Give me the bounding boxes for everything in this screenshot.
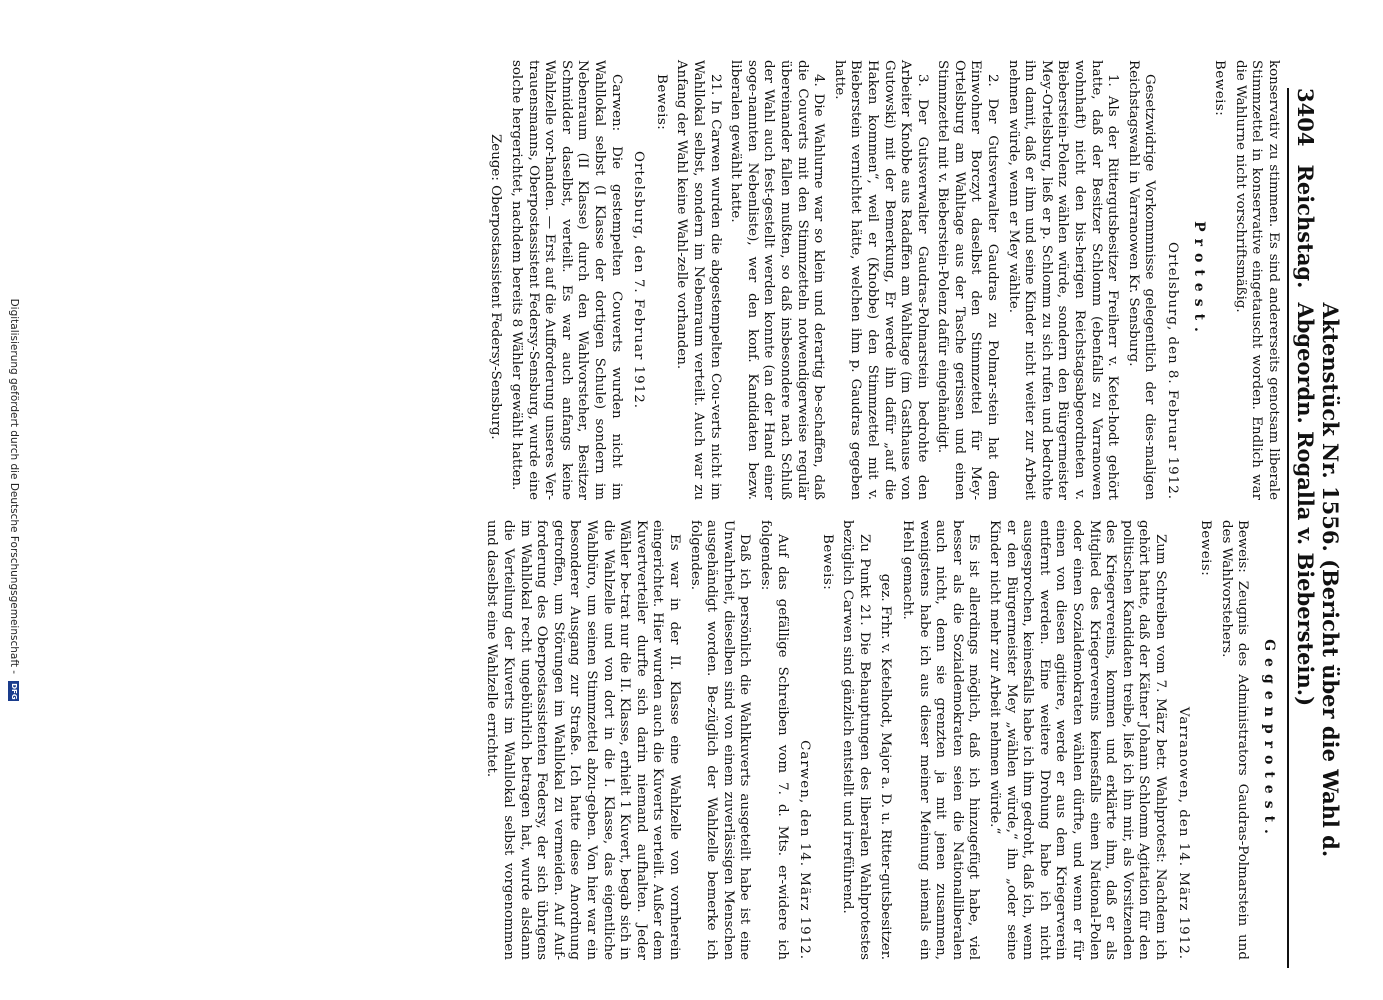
left-column [483,60,1281,500]
paragraph: 4. Die Wahlurne war so klein und derartig be-schaffen, daß die Couverts mit den Stimmzetteln notwendigerweise regulär übereinander fallen mußten, so daß insbesondere nach Schluß der Wahl auch fest-gestellt werden konnte (an der Hand einer soge-nannten Nebenliste), wer den konf. Kandidaten bezw. liberalen gewählt hatte. [728,60,827,500]
paragraph: Daß ich persönlich die Wahlkuverts ausgeteilt habe ist eine Unwahrheit, dieselben sind von einem zuverlässigen Menschen ausgehändigt worden. Be-züglich der Wahlzelle bemerke ich folgendes. [687,520,753,960]
page-number: 3404 [1293,88,1318,147]
intro-paragraph: konservativ zu stimmen. Es sind andererseits genotsam liberale Stimmzettel in konservative eingetauscht worden. Endlich war die Wahlurne nicht vorschriftsmäßig. [1232,60,1281,500]
paragraph: Zu Punkt 21. Die Behauptungen des liberalen Wahlprotestes bezüglich Carwen sind gänzlich entstellt und irreführend. [840,520,872,960]
beweis-label: Beweis: [1212,60,1228,117]
dfg-logo-icon: DFG [10,683,19,700]
paragraph: 21. In Carwen wurden die abgestempelten Cou-verts nicht im Wahllokal selbst, sondern im Nebenraum verteilt. Auch war zu Anfang der Wahl keine Wahl-zelle vorhanden. [674,60,723,500]
digitization-note [8,0,20,1000]
header-title: Aktenstück Nr. 1556. (Bericht über die Wahl d. Abgeordn. Rogalla v. Bieberstein.) [1293,302,1343,858]
paragraph: 2. Der Gutsverwalter Gaudras zu Polmar-stein hat dem Einwohner Borczyt daselbst den Stimmzettel für Mey-Ortelsburg am Wahltage aus der Tasche gerissen und einen Stimmzettel mit v. Bieberstein-Polenz dafür eingehändigt. [935,60,1001,500]
dateline: Carwen, den 14. März 1912. [797,740,813,960]
beweis-label: Beweis: [1198,520,1214,577]
gegenprotest-title: Gegenprotest. [1261,639,1277,841]
paragraph: Auf das gefällige Schreiben vom 7. d. Mts. er-widere ich folgendes: [757,520,790,960]
paragraph: Zum Schreiben vom 7. März betr. Wahlprotest: Nachdem ich gehört hatte, daß der Kätner Johann Schlomm Agitation für den politischen Kandidaten treibe, ließ ich ihn mir, als Vorsitzenden des Kriegervereins, kommen und erklärte ihm, daß er als Mitglied des Kriegervereins keinesfalls einen National-Polen oder einen Sozialdemokraten wählen dürfte, und wenn er für einen von diesen agitiere, werde er aus dem Kriegerverein entfernt werden. Eine weitere Drohung habe ich nicht ausgesprochen, keinesfalls habe ich ihm gedroht, daß ich, wenn er den Bürgermeister Mey „wählen würde,“ ihn „oder seine Kinder nicht mehr zur Arbeit nehmen würde.“ [987,520,1169,960]
dateline: Ortelsburg, den 8. Februar 1912. [1165,242,1181,500]
paragraph: Es war in der II. Klasse eine Wahlzelle von vornherein eingerichtet. Hier wurden auch die Kuverts verteilt. Außer dem Kuvertverteiler durfte sich darin niemand aufhalten. Jeder Wähler be-trat nur die II. Klasse, erhielt 1 Kuvert, begab sich in die Wahlzelle und von dort in die I. Klasse, das eigentliche Wahlbüro, um seinen Stimmzettel abzu-geben. Von hier war ein besonderer Ausgang zur Straße. Ich hatte diese Anordnung getroffen, um Störungen im Wahllokal zu vermeiden. Auf Auf-forderung des Oberpostassistenten Federsy, der sich übrigens im Wahllokal recht ungebührlich betragen hat, wurde alsdann die Verteilung der Kuverts im Wahllokal selbst vorgenommen und daselbst eine Wahlzelle errichtet. [484,520,682,960]
beweis-label: Beweis: [653,74,669,131]
digitization-text: Digitalisierung gefördert durch die Deutsche Forschungsgemeinschaft - [8,298,20,675]
signature-line: gez. Frhr. v. Ketelhodt, Major a. D. u. Ritter-gutsbesitzer. [877,573,893,960]
journal-name: Reichstag. [1293,164,1318,289]
dateline: Ortelsburg, den 7. Februar 1912. [631,151,647,409]
paragraph: 3. Der Gutsverwalter Gaudras-Polmarstein bedrohte den Arbeiter Knobbe aus Radaffen am Wahltage (im Gasthause von Gutowski) mit der Bemerkung, Er werde ihn dafür „auf die Haken kommen“, weil er (Knobbe) den Stimmzettel mit v. Bieberstein vernichtet hätte, welchen ihm p. Gaudras gegeben hatte. [831,60,930,500]
paragraph: Carwen: Die gestempelten Couverts wurden nicht im Wahllokal selbst (I Klasse der dortigen Schule) sondern im Nebenraum (II Klasse) durch den Wahlvorsteher, Besitzer Schmidder daselbst, verteilt. Es war auch anfangs keine Wahlzelle vor-handen. — Erst auf die Aufforderung unseres Ver-trauensmanns, Oberpostassistent Federsy-Sensburg, wurde eine solche hergerichtet, nachdem bereits 8 Wähler gewählt hatten. [509,60,624,500]
witness-line: Zeuge: Oberpostassistent Federsy-Sensburg. [488,134,504,440]
paragraph: 1. Als der Rittergutsbesitzer Freiherr v. Ketel-hodt gehört hatte, daß der Besitzer Schlomm (ebenfalls zu Varranowen wohnhaft) nicht den bis-herigen Reichstagsabgeordneten v. Bieberstein-Polenz wählen würde, sondern den Bürgermeister Mey-Ortelsburg, ließ er p. Schlomm zu sich rufen und bedrohte ihn damit, daß er ihm und seine Kinder nicht weiter zur Arbeit nehmen würde, wenn er Mey wählte. [1005,60,1121,500]
beweis-line: Beweis: Zeugnis des Administrators Gaudras-Polmarstein und des Wahlvorstehers. [1218,520,1251,960]
page-header [1287,88,1343,968]
dateline: Varranowen, den 14. März 1912. [1175,706,1191,960]
right-column [479,520,1281,960]
beweis-label: Beweis: [819,534,835,591]
paragraph: Es ist allerdings möglich, daß ich hinzugefügt habe, viel besser als die Sozialdemokraten seien die Nationalliberalen auch nicht, denn sie grenzten ja mit jenen zusammen, wenigstens habe ich aus dieser meiner Meinung niemals ein Hehl gemacht. [900,520,982,960]
protest-title: Protest. [1190,221,1207,339]
paragraph: Gesetzwidrige Vorkommnisse gelegentlich der dies-maligen Reichstagswahl in Varranowen Kr. Sensburg. [1125,60,1158,500]
